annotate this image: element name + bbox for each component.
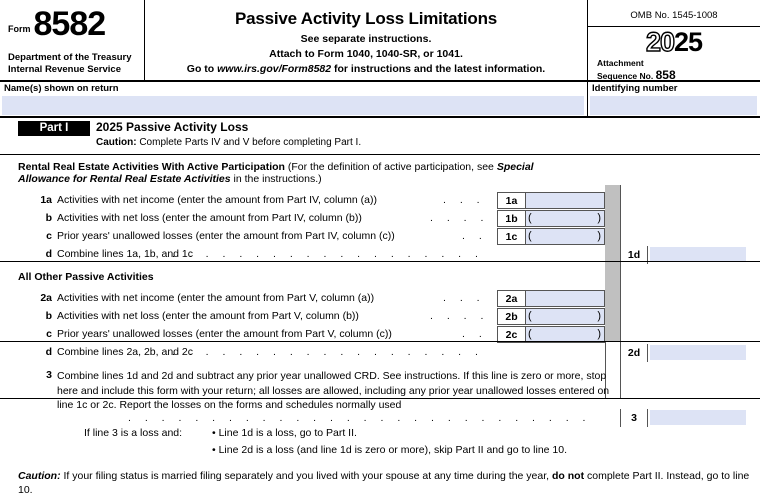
line-1b-entry: [497, 210, 605, 227]
form-word-label: Form: [8, 23, 31, 34]
line-3-entry: [620, 409, 760, 427]
line-1c-paren-right: ): [597, 230, 601, 242]
divider-before-bottom-caution: [0, 398, 760, 399]
form-body: [0, 155, 760, 496]
bottom-caution: [18, 469, 753, 497]
goto-suffix: for instructions and the latest information.: [331, 63, 546, 75]
line-1b-input[interactable]: [526, 211, 604, 226]
goto-prefix: Go to: [186, 63, 218, 75]
line-2c-label: Prior years' unallowed losses (enter the amount from Part V, column (c)): [57, 328, 392, 340]
line-2c-number: c: [46, 328, 52, 340]
tax-year-block: [588, 29, 760, 81]
attachment-seq-number: 858: [655, 67, 676, 82]
divider-after-2d: [0, 341, 760, 342]
line-1c-tag: 1c: [498, 229, 526, 244]
attachment-sequence: [597, 59, 676, 83]
line-1d-number: d: [45, 248, 52, 260]
line-2d-tag: 2d: [620, 344, 648, 362]
line-2a-entry: [497, 290, 605, 307]
line-2b-entry: [497, 308, 605, 325]
line-1a-entry: [497, 192, 605, 209]
line-2b-label: Activities with net loss (enter the amount from Part V, column (b)): [57, 310, 359, 322]
subtitle-see-instructions: See separate instructions.: [300, 33, 432, 45]
tax-year-yy: 25: [674, 27, 703, 57]
line-1c-label: Prior years' unallowed losses (enter the amount from Part IV, column (c)): [57, 230, 395, 242]
rental-section-heading-line2: [0, 173, 760, 185]
line-2b-paren-left: (: [528, 310, 532, 322]
line-1b-paren-left: (: [528, 212, 532, 224]
line-1b-tag: 1b: [498, 211, 526, 226]
other-section-heading: All Other Passive Activities: [18, 271, 154, 283]
line-3-leader: . . . . . . . . . . . . . . . . . . . . . . . . . . . .: [128, 412, 591, 424]
name-field-label: Name(s) shown on return: [4, 83, 119, 94]
rental-heading-rest: (For the definition of active participation, see: [284, 161, 497, 173]
subtitle-goto-url: [145, 63, 587, 75]
line-3-block: [0, 364, 760, 464]
line-2b-leader: . . . .: [430, 310, 489, 322]
line-2d-input[interactable]: [650, 345, 746, 360]
header-center-block: [145, 0, 588, 80]
part-1-header: [0, 118, 760, 155]
name-field-cell: [0, 82, 588, 116]
identifying-number-label: Identifying number: [592, 83, 678, 94]
attachment-seq-label: Sequence No.: [597, 70, 654, 81]
rental-section-heading: [0, 155, 760, 173]
line-1a-leader: . . .: [443, 194, 486, 206]
line-1c-entry: [497, 228, 605, 245]
taxpayer-identification-row: [0, 82, 760, 118]
tax-year: [588, 29, 760, 56]
subtitle-attach-to: Attach to Form 1040, 1040-SR, or 1041.: [269, 48, 463, 60]
line-1d-label: Combine lines 1a, 1b, and 1c: [57, 248, 194, 260]
line-3-bullet-2: • Line 2d is a loss (and line 1d is zero or more), skip Part II and go to line 10.: [212, 444, 568, 456]
line-1b-row: [0, 210, 760, 228]
department-line-2: Internal Revenue Service: [8, 63, 121, 75]
header-right-block: [588, 0, 760, 80]
line-3-condition-label: If line 3 is a loss and:: [84, 427, 183, 439]
part-1-tag: Part I: [18, 121, 90, 136]
line-1a-tag: 1a: [498, 193, 526, 208]
name-input[interactable]: [2, 96, 584, 115]
identifying-number-input[interactable]: [590, 96, 757, 115]
header-left-block: [0, 0, 145, 80]
line-1c-paren-left: (: [528, 230, 532, 242]
rental-heading-tail: in the instructions.): [230, 173, 322, 185]
divider-after-1d: [0, 261, 760, 262]
line-1b-label: Activities with net loss (enter the amount from Part IV, column (b)): [57, 212, 362, 224]
line-3-paragraph: Combine lines 1d and 2d and subtract any prior year unallowed CRD. See instructions. If this line is zero or more, stop here and include this form with your return; all losses are allowed, including any prior year unallowed losses entered on line 1c or 2c. Report the losses on the forms and schedules normally used: [57, 370, 610, 411]
department-line-1: Department of the Treasury: [8, 52, 132, 63]
line-1a-input[interactable]: [526, 193, 604, 208]
omb-number: OMB No. 1545-1008: [588, 0, 760, 27]
line-2a-label: Activities with net income (enter the amount from Part V, column (a)): [57, 292, 375, 304]
bottom-caution-lead: Caution:: [18, 470, 61, 482]
line-1d-leader: . . . . . . . . . . . . . . . . . . .: [172, 248, 484, 260]
bottom-caution-emphasis: do not: [552, 470, 585, 482]
line-2b-row: [0, 308, 760, 326]
line-2d-entry: [620, 344, 760, 362]
line-2d-label: Combine lines 2a, 2b, and 2c: [57, 346, 194, 358]
line-2b-paren-right: ): [597, 310, 601, 322]
line-1b-number: b: [45, 212, 52, 224]
part-1-caution-lead: Caution:: [96, 137, 137, 148]
line-1c-number: c: [46, 230, 52, 242]
rental-heading-italic-1: Special: [496, 161, 534, 173]
line-2c-paren-right: ): [597, 328, 601, 340]
rental-heading-italic-2: Allowance for Rental Real Estate Activities: [18, 173, 231, 185]
line-2b-input[interactable]: [526, 309, 604, 324]
form-number: 8582: [33, 5, 106, 43]
line-3-bullet-1: • Line 1d is a loss, go to Part II.: [212, 427, 357, 439]
line-1c-leader: . .: [462, 230, 488, 242]
line-3-input[interactable]: [650, 410, 746, 425]
line-2a-number: 2a: [40, 292, 52, 304]
line-2a-leader: . . .: [443, 292, 486, 304]
line-1d-input[interactable]: [650, 247, 746, 262]
line-2b-tag: 2b: [498, 309, 526, 324]
attachment-seq-line: [597, 69, 676, 83]
line-1c-input[interactable]: [526, 229, 604, 244]
line-2d-row: [0, 344, 760, 364]
line-1a-label: Activities with net income (enter the amount from Part IV, column (a)): [57, 194, 377, 206]
line-1d-row: [0, 246, 760, 266]
line-3-tag: 3: [620, 409, 648, 427]
line-2c-leader: . .: [462, 328, 488, 340]
line-2a-row: [0, 290, 760, 308]
line-3-number: 3: [46, 369, 52, 381]
line-2d-leader: . . . . . . . . . . . . . . . . . . .: [172, 346, 484, 358]
line-1a-number: 1a: [40, 194, 52, 206]
part-1-caution: [96, 137, 361, 148]
line-2a-input[interactable]: [526, 291, 604, 306]
identifying-number-cell: [588, 82, 760, 116]
line-1c-row: [0, 228, 760, 246]
line-2c-paren-left: (: [528, 328, 532, 340]
bottom-caution-text-1: If your filing status is married filing separately and you lived with your spouse at any time during the year,: [60, 470, 552, 482]
line-2a-tag: 2a: [498, 291, 526, 306]
line-1d-tag: 1d: [620, 246, 648, 264]
department-label: [8, 52, 132, 76]
attachment-label: Attachment: [597, 58, 644, 68]
part-1-title: 2025 Passive Activity Loss: [96, 120, 249, 134]
line-2d-number: d: [45, 346, 52, 358]
line-1b-leader: . . . .: [430, 212, 489, 224]
line-1a-row: [0, 192, 760, 210]
line-2c-input[interactable]: [526, 327, 604, 342]
bottom-caution-text-2: complete Part II. Instead, go to line 10.: [18, 470, 750, 496]
form-header: [0, 0, 760, 82]
form-number-block: [8, 5, 106, 43]
part-1-caution-text: Complete Parts IV and V before completing Part I.: [136, 137, 362, 148]
line-2b-number: b: [45, 310, 52, 322]
tax-year-century: 20: [645, 27, 674, 57]
rental-heading-bold: Rental Real Estate Activities With Active Participation: [18, 161, 285, 173]
page-title: Passive Activity Loss Limitations: [234, 9, 498, 28]
line-2c-tag: 2c: [498, 327, 526, 342]
line-1b-paren-right: ): [597, 212, 601, 224]
irs-url-link[interactable]: www.irs.gov/Form8582: [217, 63, 332, 75]
